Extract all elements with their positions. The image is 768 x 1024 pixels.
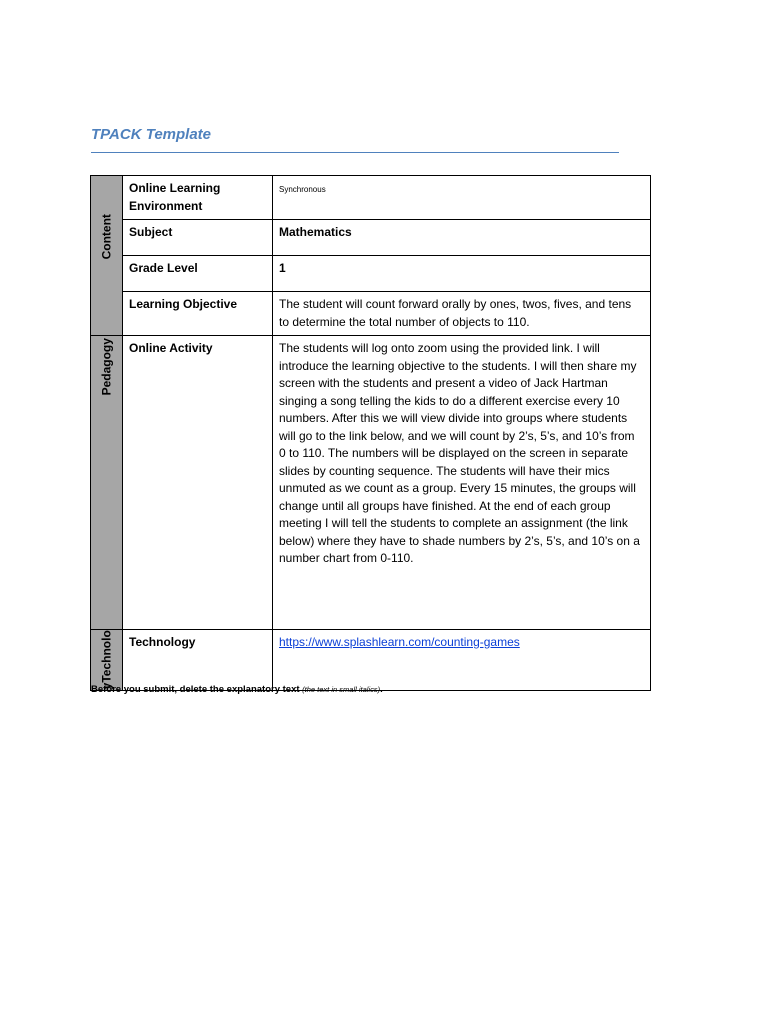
objective-value: The student will count forward orally by ones, twos, fives, and tens to determine the total number of objects to 110. <box>273 292 651 336</box>
row-technology <box>91 630 651 691</box>
row-objective <box>91 292 651 336</box>
objective-label: Learning Objective <box>123 292 273 336</box>
technology-value-cell <box>273 630 651 691</box>
title-underline <box>91 152 619 153</box>
technology-label: Technology <box>123 630 273 691</box>
technology-section-label: yTechnolo <box>98 630 113 690</box>
row-activity <box>91 336 651 630</box>
grade-value: 1 <box>273 256 651 292</box>
row-subject <box>91 220 651 256</box>
environment-value: Synchronous <box>279 185 326 194</box>
pedagogy-section-label: Pedagogy <box>98 338 113 396</box>
footnote-bold: Before you submit, delete the explanatory text <box>91 684 303 695</box>
technology-section-cell <box>91 630 123 691</box>
footnote-italic: (the text in small italics) <box>302 685 381 694</box>
technology-link[interactable]: https://www.splashlearn.com/counting-games <box>279 635 520 649</box>
tpack-table <box>90 175 651 691</box>
subject-label: Subject <box>123 220 273 256</box>
environment-label: Online Learning Environment <box>123 176 273 220</box>
subject-value: Mathematics <box>273 220 651 256</box>
content-section-label: Content <box>98 214 113 260</box>
pedagogy-section-cell <box>91 336 123 630</box>
footnote-end: . <box>380 684 383 695</box>
activity-label: Online Activity <box>123 336 273 630</box>
environment-value-cell <box>273 176 651 220</box>
footnote <box>91 684 383 695</box>
content-section-cell <box>91 176 123 336</box>
row-grade <box>91 256 651 292</box>
activity-value: The students will log onto zoom using the provided link. I will introduce the learning objective to the students. I will then share my screen with the students and present a video of Jack Hartman singing a song telling the kids to do a different exercise every 10 numbers. After this we will view divide into groups where students will go to the link below, and we will count by 2’s, 5’s, and 10’s from 0 to 110. The numbers will be displayed on the screen in separate slides by counting sequence. The students will have their mics unmuted as we count as a group. Every 15 minutes, the groups will change until all groups have finished. At the end of each group meeting I will tell the students to complete an assignment (the link below) where they have to shade numbers by 2’s, 5’s, and 10’s on a number chart from 0-110. <box>273 336 651 630</box>
row-environment <box>91 176 651 220</box>
grade-label: Grade Level <box>123 256 273 292</box>
page-title: TPACK Template <box>91 126 212 143</box>
